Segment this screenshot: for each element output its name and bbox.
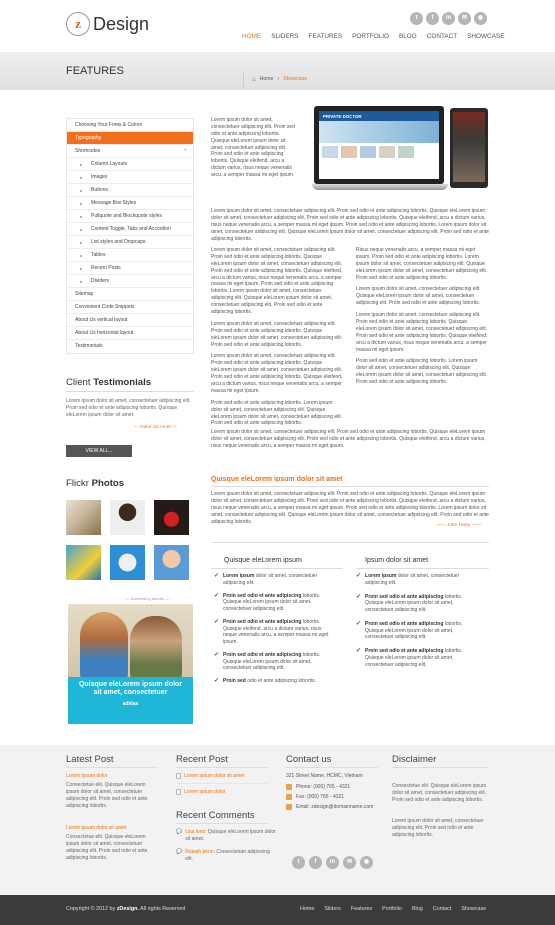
footer-nav bbox=[300, 906, 486, 913]
list-item-bold: Proin sed bbox=[223, 678, 246, 684]
recent-post-item[interactable] bbox=[176, 773, 244, 780]
flickr-photo[interactable] bbox=[66, 545, 101, 580]
nav-home[interactable]: HOME bbox=[242, 33, 262, 40]
nav-blog[interactable]: BLOG bbox=[398, 33, 417, 40]
page-title: FEATURES bbox=[66, 65, 124, 77]
advertising-label: — Advertising banner — bbox=[126, 596, 170, 601]
check-list-right bbox=[356, 573, 478, 668]
comment-icon: 💬 bbox=[176, 829, 183, 835]
footer-recent-post-title: Recent Post bbox=[176, 754, 228, 765]
paragraph: Proin sed odio et ante adipiscing lobortis. Lorem ipsum dolor sit amet, consectetuer adipiscing elit. Quisque eleLorem ipsum dolor sit amet, consectetuer adipiscing elit. Proin sed odio et ante adipiscing lobortis. bbox=[356, 358, 488, 386]
check-icon: ✓ bbox=[356, 648, 362, 654]
comment-icon: 💬 bbox=[176, 849, 183, 855]
quote-author: —— John Harry —— bbox=[436, 523, 482, 528]
sidebar-item-label: Shortcodes bbox=[75, 147, 101, 154]
sidebar-item-toggle-tabs[interactable]: Content Toggle, Tabs and Accordion bbox=[67, 223, 193, 236]
paragraph: Lorem ipsum dolor sit amet, consectetuer adipiscing elit. Proin sed odio et ante adipiscing lobortis. Quisque eleLorem ipsum dolor sit amet, consectetuer adipiscing elit. Proin sed odio et ante adipiscing lobortis. Quisque eleifend, arcu a dictum varius, risus neque venenatis arcu, a semper massa mi eget ipsum. bbox=[356, 312, 488, 353]
contact-fax bbox=[286, 794, 344, 801]
fax-text: Fax: (000) 765 - 4321 bbox=[296, 794, 345, 800]
comment-author[interactable]: Lisa loriz: bbox=[185, 829, 207, 835]
copyright-suffix: All rights Reserved bbox=[138, 906, 186, 912]
content-column-right bbox=[356, 247, 488, 386]
thumb bbox=[341, 146, 357, 158]
sidebar-item-fonts-colors[interactable]: Choosing Your Fonts & Colors bbox=[67, 119, 193, 132]
document-icon bbox=[176, 789, 181, 795]
check-icon: ✓ bbox=[356, 593, 362, 600]
paragraph: Lorem ipsum dolor sit amet, consectetuer adipiscing elit. Quisque eleLorem ipsum dolor sit amet, consectetuer adipiscing elit. Proin sed odio et ante adipiscing lobortis. bbox=[356, 286, 481, 307]
contact-phone bbox=[286, 784, 350, 791]
paragraph: Lorem ipsum dolor sit amet, consectetuer adipiscing elit. Proin sed odio et ante adipiscing lobortis. Quisque eleLorem ipsum dolor sit amet, consectetuer adipiscing elit. Proin sed odio et ante adipiscing lobortis. bbox=[211, 320, 343, 348]
phone-icon bbox=[286, 784, 292, 790]
divider bbox=[211, 486, 489, 487]
site-header bbox=[0, 0, 555, 52]
contact-address bbox=[286, 773, 363, 780]
divider bbox=[211, 542, 489, 543]
disclaimer-text: Lorem ipsum dolor sit amet, consectetuer adipiscing elit. Proin sed odio et ante adipiscing lobortis. bbox=[392, 818, 484, 838]
footer-latest-title: Latest Post bbox=[66, 754, 114, 765]
content-column-left bbox=[211, 247, 343, 427]
list-item-bold: Proin sed odio et ante adipiscing bbox=[365, 620, 444, 627]
sidebar-item-images[interactable]: Images bbox=[67, 171, 193, 184]
paragraph: Lorem ipsum dolor sit amet, consectetuer adipiscing elit. Proin sed odio et ante adipiscing lobortis. Quisque eleLorem ipsum dolor sit amet, consectetuer adipiscing elit. Proin sed odio et ante adipiscing lobortis. Quisque eleifend, arcu a dictum varius, risus neque venenatis arcu, a semper massa mi eget ipsum. bbox=[211, 429, 486, 449]
sidebar-item-recent-posts[interactable]: Recent Posts bbox=[67, 262, 193, 275]
paragraph: Lorem ipsum dolor sit amet, consectetuer adipiscing elit. Proin sed odio et ante adipiscing lobortis. Quisque eleLorem ipsum dolor sit amet, consectetuer adipiscing elit. Proin sed odio et ante adipiscing lobortis. Quisque eleifend, arcu a dictum varius, risus neque venenatis arcu, a semper massa mi eget ipsum. bbox=[211, 353, 343, 394]
site-footer bbox=[0, 745, 555, 895]
ad-brand: adidas bbox=[122, 700, 139, 707]
list-item-text: lobortis. Quisque eleLorem ipsum dolor sit amet, consectetuer adipiscing elit. bbox=[365, 593, 463, 613]
recent-post-label: Lorem ipsum dolor bbox=[184, 789, 226, 795]
flickr-title-light: Flickr bbox=[66, 478, 92, 489]
tablet-screen bbox=[453, 112, 485, 182]
facebook-icon[interactable]: f bbox=[309, 856, 322, 869]
quote-text: Lorem ipsum dolor sit amet, consectetuer adipiscing elit. Proin sed odio et ante adipiscing lobortis. Quisque eleLorem ipsum dolor sit amet, consectetuer adipiscing elit. Proin sed odio et ante adipiscing lobortis. Quisque eleifend, arcu a dictum varius, risus neque venenatis arcu, a semper massa mi eget ipsum. Proin sed odio et ante adipiscing lobortis. Lorem ipsum dolor sit amet, consectetuer adipiscing elit. Quisque eleLorem ipsum dolor sit amet, consectetuer adipiscing elit. Proin sed odio et ante adipiscing lobortis. bbox=[211, 491, 489, 525]
paragraph: Proin sed odio et ante adipiscing lobortis. Lorem ipsum dolor sit amet, consectetuer adipiscing elit. Quisque eleLorem ipsum dolor sit amet, consectetuer adipiscing elit. Proin sed odio et ante adipiscing lobortis. bbox=[211, 399, 343, 427]
list-item-bold: Proin sed odio et ante adipiscing bbox=[365, 593, 444, 600]
flickr-photo[interactable] bbox=[154, 545, 189, 580]
flickr-grid bbox=[66, 500, 194, 580]
list-item bbox=[214, 593, 334, 613]
flickr-photo[interactable] bbox=[66, 500, 101, 535]
facebook-icon[interactable]: f bbox=[426, 12, 439, 25]
disclaimer-text: Consectetue elit. Quisque eleLorem ipsum dolor sit amet, consectetuer adipiscing elit. Proin sed odio et ante adipiscing lobortis. bbox=[392, 783, 487, 803]
comment-text: Quisque eleLorem ipsum dolor sit amet. bbox=[185, 829, 276, 842]
twitter-icon[interactable]: t bbox=[410, 12, 423, 25]
address-text: 321 Street Name, HCMC, Vietnam bbox=[286, 773, 363, 779]
list-item-text: dolor sit amet, consectetuer adipiscing elit. bbox=[365, 573, 460, 586]
testimonials-title bbox=[66, 377, 151, 390]
nav-portfolio[interactable]: PORTFOLIO bbox=[352, 33, 389, 40]
flickr-title-bold: Photos bbox=[91, 478, 125, 489]
view-all-button[interactable]: VIEW ALL... bbox=[66, 445, 132, 457]
fax-icon bbox=[286, 794, 292, 800]
list-item bbox=[214, 619, 334, 646]
sidebar-item-list-styles[interactable]: List styles and Dropcaps bbox=[67, 236, 193, 249]
divider bbox=[66, 391, 194, 392]
thumb bbox=[322, 146, 338, 158]
list-item-bold: Lorem ipsum bbox=[365, 573, 397, 579]
logo-badge: z bbox=[66, 12, 90, 36]
divider bbox=[66, 767, 158, 768]
paragraph: Lorem ipsum dolor sit amet, consectetuer adipiscing elit. Proin sed odio et ante adipiscing lobortis. Quisque eleLorem ipsum dolor sit amet, consectetuer adipiscing elit. Proin sed odio et ante adipiscing lobortis. Quisque eleifend, arcu a dictum varius, risus neque venenatis arcu, a semper massa mi eget ipsum. Proin sed odio et ante adipiscing lobortis. Lorem ipsum dolor sit amet, consectetuer adipiscing elit. Quisque eleLorem ipsum dolor sit amet, consectetuer adipiscing elit. Proin sed odio et ante adipiscing lobortis. bbox=[211, 247, 343, 316]
footer-recent-comments-title: Recent Comments bbox=[176, 810, 255, 821]
footer-nav-contact[interactable]: Contact bbox=[432, 906, 452, 912]
laptop-screen bbox=[319, 111, 439, 179]
copyright-brand: zDesign. bbox=[116, 906, 139, 912]
copyright-prefix: Copyright © 2012 by bbox=[66, 906, 117, 912]
flickr-photo[interactable] bbox=[110, 545, 145, 580]
check-icon: ✓ bbox=[214, 592, 220, 599]
list-item-bold: Proin sed odio et ante adipiscing bbox=[223, 592, 302, 599]
breadcrumb-separator: › bbox=[277, 76, 280, 82]
quote-title: Quisque eleLorem ipsum dolor sit amet bbox=[211, 476, 343, 483]
check-icon: ✓ bbox=[214, 573, 220, 579]
footer-nav-showcase[interactable]: Showcase bbox=[461, 906, 487, 912]
check-icon: ✓ bbox=[214, 651, 220, 658]
plus-icon[interactable]: + bbox=[183, 147, 187, 154]
site-logo[interactable] bbox=[66, 12, 149, 36]
list-item bbox=[356, 594, 478, 614]
thumb bbox=[398, 146, 414, 158]
laptop-base bbox=[312, 184, 448, 190]
sidebar-item-testimonials[interactable]: Testimonials bbox=[75, 343, 103, 350]
divider bbox=[392, 767, 489, 768]
laptop-thumbs bbox=[319, 143, 439, 161]
header-social bbox=[410, 12, 487, 25]
divider bbox=[211, 568, 343, 569]
laptop-hero bbox=[319, 121, 439, 143]
check-icon: ✓ bbox=[356, 573, 362, 579]
email-text: Email: zdesign@domainname.com bbox=[296, 804, 374, 810]
list-item bbox=[356, 621, 478, 641]
home-icon: ⌂ bbox=[252, 77, 256, 83]
sidebar-item-about-vertical[interactable]: About Us vertical layout bbox=[67, 314, 193, 327]
sidebar-item-typography[interactable]: Typography bbox=[67, 132, 193, 145]
list-item-bold: Proin sed odio et ante adipiscing bbox=[223, 651, 302, 658]
bottom-bar bbox=[0, 895, 555, 925]
email-icon[interactable]: ✉ bbox=[458, 12, 471, 25]
email-icon[interactable]: ✉ bbox=[343, 856, 356, 869]
intro-text: Lorem ipsum dolor sit amet, consectetuer adipiscing elit. Proin sed odio et ante adipiscing lobortis. Quisque eleLorem ipsum dolor sit amet, consectetuer adipiscing elit. Proin sed odio et ante adipiscing lobortis. Quisque eleifend, arcu a dictum varius, risus neque venenatis arcu, a semper massa mi eget ipsum. bbox=[211, 117, 295, 179]
sidebar-item-message-box[interactable]: Message Box Styles bbox=[67, 197, 193, 210]
testimonial-text: Lorem ipsum dolor sit amet, consectetuer adipiscing elit. Proin sed odio et ante adipiscing lobortis. Quisque eleLorem ipsum dolor sit amet. bbox=[66, 398, 191, 418]
testimonials-title-light: Client bbox=[66, 377, 94, 388]
latest-post-text: Consectetue elit. Quisque eleLorem ipsum dolor sit amet, consectetuer adipiscing elit. Proin sed odio et ante adipiscing lobortis. bbox=[66, 782, 148, 809]
footer-nav-portfolio[interactable]: Portfolio bbox=[382, 906, 402, 912]
linkedin-icon[interactable]: in bbox=[326, 856, 339, 869]
list-item-text: odio et ante adipiscing lobortis. bbox=[245, 678, 316, 684]
nav-features[interactable]: FEATURES bbox=[308, 33, 343, 40]
list-item-text: lobortis. Quisque eleifend, arcu a dictum varius, risus neque venenatis arcu, a semper massa mi eget ipsum. bbox=[223, 618, 329, 645]
sidebar-item-shortcodes[interactable] bbox=[67, 145, 193, 158]
laptop-site-name: PRIVATE DOCTOR bbox=[319, 111, 439, 121]
list-item-bold: Proin sed odio et ante adipiscing bbox=[223, 618, 302, 625]
nav-showcase[interactable]: SHOWCASE bbox=[467, 33, 505, 40]
latest-post-link[interactable]: Lorem ipsum dolor sit amet bbox=[66, 825, 127, 831]
comment-item bbox=[176, 829, 276, 843]
sidebar-item-sitemap[interactable]: Sitemap bbox=[67, 288, 193, 301]
list-item-text: lobortis. Quisque eleLorem ipsum dolor sit amet, consectetuer adipiscing elit. bbox=[223, 651, 321, 672]
list-item-bold: Proin sed odio et ante adipiscing bbox=[365, 648, 444, 654]
footer-nav-home[interactable]: Home bbox=[300, 906, 315, 912]
rss-icon[interactable]: ◉ bbox=[474, 12, 487, 25]
divider bbox=[176, 783, 268, 784]
twitter-icon[interactable]: t bbox=[292, 856, 305, 869]
flickr-photo[interactable] bbox=[154, 500, 189, 535]
flickr-title bbox=[66, 478, 124, 491]
check-icon: ✓ bbox=[214, 678, 220, 684]
nav-contact[interactable]: CONTACT bbox=[426, 33, 458, 40]
divider bbox=[356, 568, 489, 569]
ad-caption bbox=[68, 677, 193, 724]
flickr-photo[interactable] bbox=[110, 500, 145, 535]
latest-post-text: Consectetue elit. Quisque eleLorem ipsum dolor sit amet, consectetuer adipiscing elit. Proin sed odio et ante adipiscing lobortis. bbox=[66, 834, 148, 861]
sidebar-item-column-layouts[interactable]: Column Layouts bbox=[67, 158, 193, 171]
footer-contact-title: Contact us bbox=[286, 754, 332, 765]
recent-post-label: Lorem ipsum dolor sit amet bbox=[184, 773, 245, 779]
breadcrumb bbox=[252, 76, 307, 84]
list-item bbox=[214, 678, 334, 685]
sidebar-item-tables[interactable]: Tables bbox=[67, 249, 193, 262]
divider bbox=[176, 767, 268, 768]
breadcrumb-home[interactable]: Home bbox=[259, 76, 274, 82]
ad-figure bbox=[80, 612, 128, 680]
testimonials-title-bold: Testimonials bbox=[93, 377, 152, 388]
list-item bbox=[356, 648, 478, 668]
list-item bbox=[214, 652, 334, 672]
copyright bbox=[66, 906, 185, 913]
rss-icon[interactable]: ◉ bbox=[360, 856, 373, 869]
footer-nav-sliders[interactable]: Sliders bbox=[324, 906, 341, 912]
sidebar-menu bbox=[66, 118, 194, 354]
footer-nav-features[interactable]: Features bbox=[350, 906, 373, 912]
sidebar-item-code-snippets[interactable]: Convenient Code Snippets bbox=[67, 301, 193, 314]
footer-nav-blog[interactable]: Blog bbox=[411, 906, 423, 912]
sidebar-item-pullquote[interactable]: Pullquote and Blockquote styles bbox=[67, 210, 193, 223]
list-right-title: Ipsum dolor sit amet bbox=[365, 557, 429, 564]
band-divider bbox=[243, 72, 244, 88]
nav-sliders[interactable]: SLIDERS bbox=[271, 33, 299, 40]
sidebar-item-about-horizontal[interactable]: About Us horizontal layout bbox=[67, 327, 193, 340]
divider bbox=[286, 767, 378, 768]
main-nav bbox=[242, 33, 504, 42]
footer-social bbox=[292, 856, 373, 869]
phone-text: Phone: (000) 765 - 4321 bbox=[296, 784, 351, 790]
comment-author[interactable]: Rojeph penn: bbox=[185, 849, 215, 855]
thumb bbox=[379, 146, 395, 158]
list-item-text: lobortis. Quisque eleLorem ipsum dolor sit amet, consectetuer adipiscing elit. bbox=[365, 648, 463, 668]
list-item bbox=[356, 573, 478, 587]
check-list-left bbox=[214, 573, 334, 685]
paragraph: Risus neque venenatis arcu, a semper massa mi eget ipsum. Proin sed odio et ante adipiscing lobortis. Lorem ipsum dolor sit amet, consectetuer adipiscing elit. Quisque eleLorem ipsum dolor sit amet, consectetuer adipiscing elit. Proin sed odio et ante adipiscing lobortis. bbox=[356, 247, 488, 281]
check-icon: ✓ bbox=[214, 618, 220, 625]
laptop-image bbox=[312, 106, 488, 192]
ad-text: Quisque eleLorem ipsum dolor sit amet, consectetuer bbox=[78, 681, 183, 697]
list-item-text: lobortis. Quisque eleLorem ipsum dolor sit amet, consectetuer adipiscing elit. bbox=[223, 592, 321, 612]
comment-item bbox=[176, 849, 276, 863]
footer-disclaimer-title: Disclaimer bbox=[392, 754, 437, 765]
logo-text: Design bbox=[93, 13, 150, 34]
latest-post-link[interactable]: Lorem ipsum dolor bbox=[66, 773, 108, 779]
sidebar-item-dividers[interactable]: Dividers bbox=[67, 275, 193, 288]
list-item-bold: Lorem ipsum bbox=[223, 573, 255, 579]
ad-figure bbox=[130, 616, 182, 680]
laptop-body bbox=[314, 106, 444, 184]
list-item-text: lobortis. Quisque eleLorem ipsum dolor sit amet, consectetuer adipiscing elit. bbox=[365, 620, 463, 641]
divider bbox=[176, 823, 268, 824]
list-item-text: dolor sit amet, consectetuer adipiscing elit. bbox=[223, 573, 318, 586]
testimonial-author: — Dolor Sit Amet — bbox=[134, 425, 177, 430]
document-icon bbox=[176, 773, 181, 779]
email-icon bbox=[286, 804, 292, 810]
tablet-body bbox=[450, 108, 488, 188]
sidebar-item-buttons[interactable]: Buttons bbox=[67, 184, 193, 197]
recent-post-item[interactable] bbox=[176, 789, 225, 796]
list-item bbox=[214, 573, 334, 587]
contact-email[interactable] bbox=[286, 804, 373, 811]
comment-text: Consectetuer adipiscing elit. bbox=[185, 849, 270, 862]
linkedin-icon[interactable]: in bbox=[442, 12, 455, 25]
paragraph: Lorem ipsum dolor sit amet, consectetuer adipiscing elit. Proin sed odio et ante adipiscing lobortis. Quisque eleLorem ipsum dolor sit amet, consectetuer adipiscing elit. Proin sed odio et ante adipiscing lobortis. Quisque eleifend, arcu a dictum varius, risus neque venenatis arcu, a semper massa mi eget ipsum. Proin sed odio et ante adipiscing lobortis. Lorem ipsum dolor sit amet, consectetuer adipiscing elit. Quisque eleLorem ipsum dolor sit amet, consectetuer adipiscing elit. Proin sed odio et ante adipiscing lobortis. bbox=[211, 208, 489, 242]
thumb bbox=[360, 146, 376, 158]
breadcrumb-current: Showcase bbox=[283, 76, 308, 82]
list-left-title: Quisque eleLorem ipsum bbox=[224, 557, 302, 564]
check-icon: ✓ bbox=[356, 620, 362, 627]
